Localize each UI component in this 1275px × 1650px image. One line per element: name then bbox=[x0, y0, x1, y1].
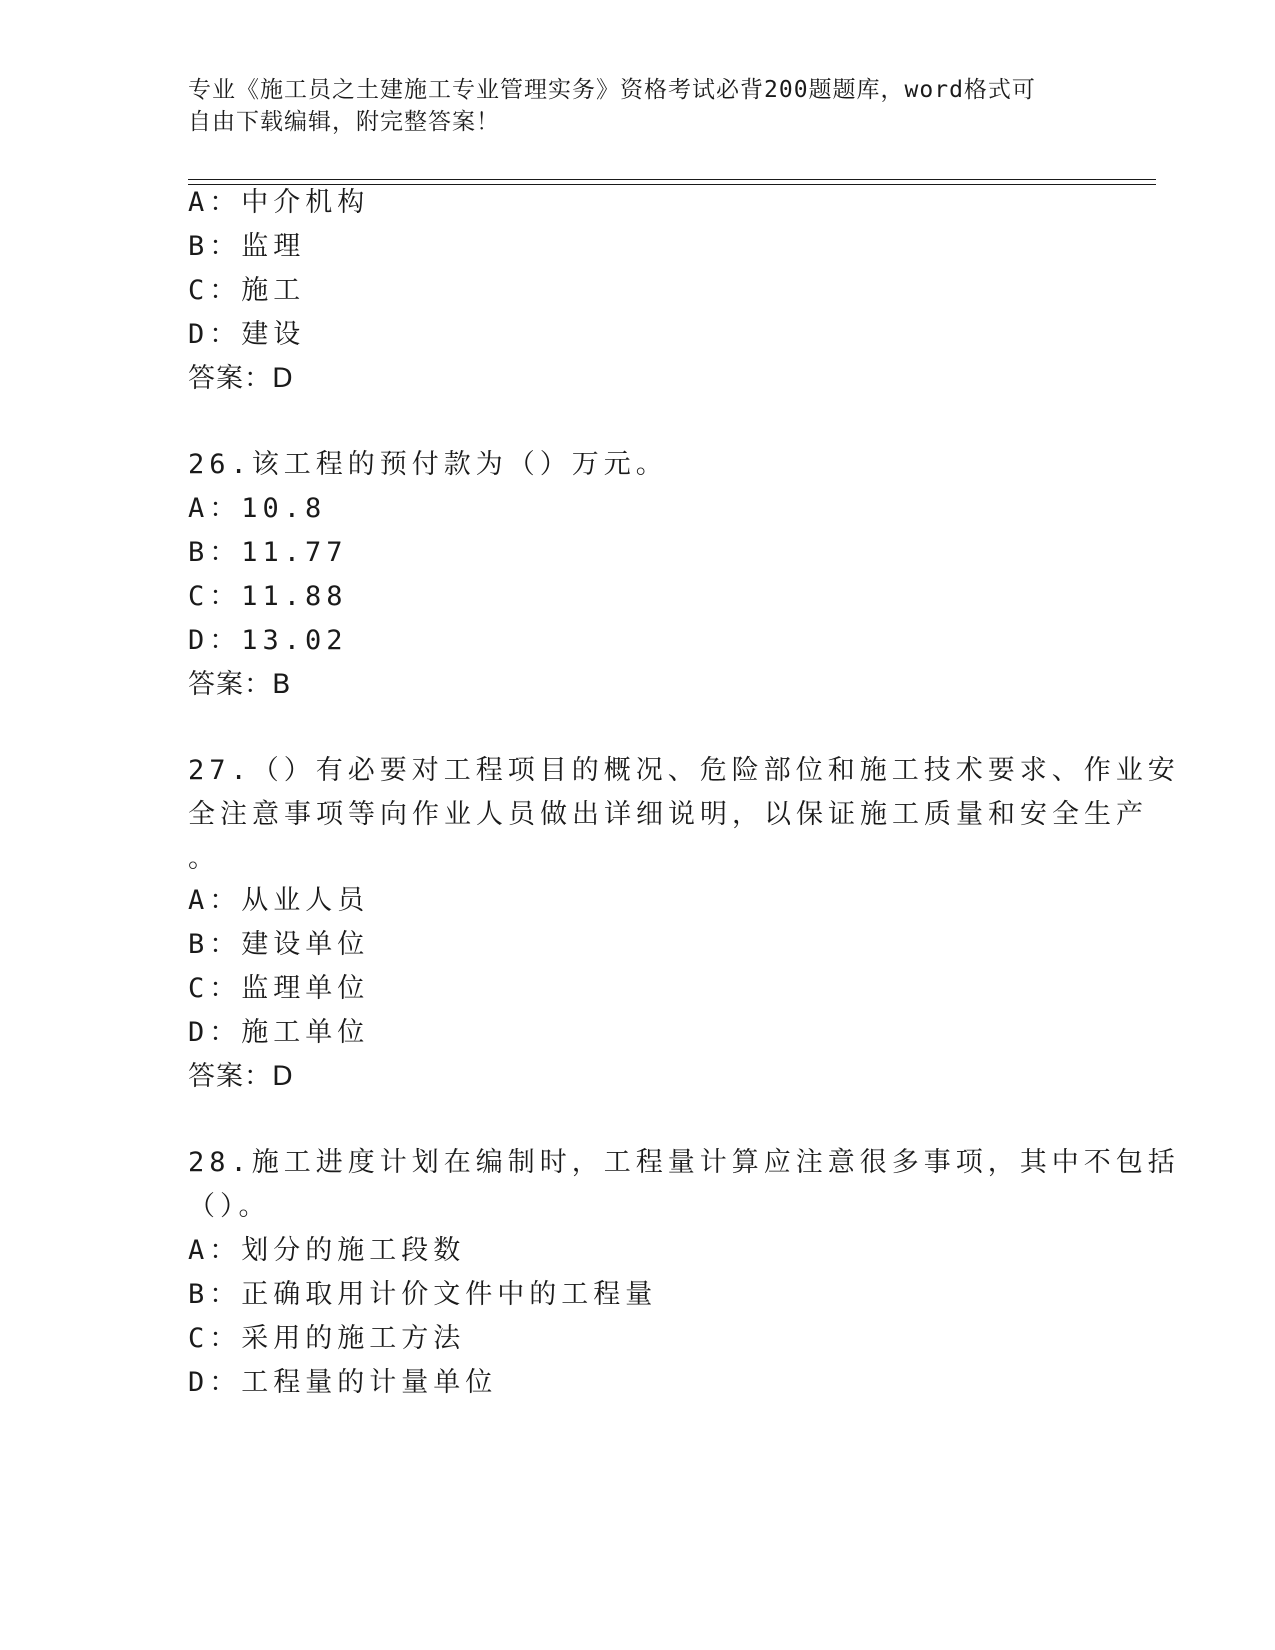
q26-answer: 答案：B bbox=[188, 669, 292, 700]
q26-option-d: D：13.02 bbox=[188, 625, 348, 656]
q25-option-a: A：中介机构 bbox=[188, 187, 370, 218]
q28-option-b: B：正确取用计价文件中的工程量 bbox=[188, 1279, 658, 1310]
q27-option-c: C：监理单位 bbox=[188, 973, 370, 1004]
q28-stem-line-1: 28.施工进度计划在编制时，工程量计算应注意很多事项，其中不包括 bbox=[188, 1147, 1180, 1178]
q27-option-a: A：从业人员 bbox=[188, 885, 370, 916]
q25-option-b: B：监理 bbox=[188, 231, 306, 262]
header-divider-top bbox=[188, 179, 1156, 180]
q26-option-a: A：10.8 bbox=[188, 493, 327, 524]
q26-option-b: B：11.77 bbox=[188, 537, 348, 568]
q27-stem-line-1: 27.（）有必要对工程项目的概况、危险部位和施工技术要求、作业安 bbox=[188, 755, 1180, 786]
document-header bbox=[188, 74, 1068, 138]
q26-stem: 26.该工程的预付款为（）万元。 bbox=[188, 449, 668, 480]
header-title-line-1: 专业《施工员之土建施工专业管理实务》资格考试必背200题题库，word格式可 bbox=[188, 77, 1036, 103]
q26-option-c: C：11.88 bbox=[188, 581, 348, 612]
q27-answer: 答案：D bbox=[188, 1061, 294, 1092]
q25-option-d: D：建设 bbox=[188, 319, 306, 350]
q28-stem-line-2: （）。 bbox=[188, 1191, 271, 1222]
q27-stem-line-2: 全注意事项等向作业人员做出详细说明，以保证施工质量和安全生产 bbox=[188, 799, 1148, 830]
header-divider-bottom bbox=[188, 184, 1156, 185]
q27-option-d: D：施工单位 bbox=[188, 1017, 370, 1048]
q27-option-b: B：建设单位 bbox=[188, 929, 370, 960]
q25-answer: 答案：D bbox=[188, 363, 294, 394]
q28-option-a: A：划分的施工段数 bbox=[188, 1235, 466, 1266]
q25-option-c: C：施工 bbox=[188, 275, 306, 306]
q27-stem-line-3: 。 bbox=[188, 843, 220, 874]
q28-option-d: D：工程量的计量单位 bbox=[188, 1367, 498, 1398]
header-title-line-2: 自由下载编辑，附完整答案！ bbox=[188, 109, 500, 135]
q28-option-c: C：采用的施工方法 bbox=[188, 1323, 466, 1354]
